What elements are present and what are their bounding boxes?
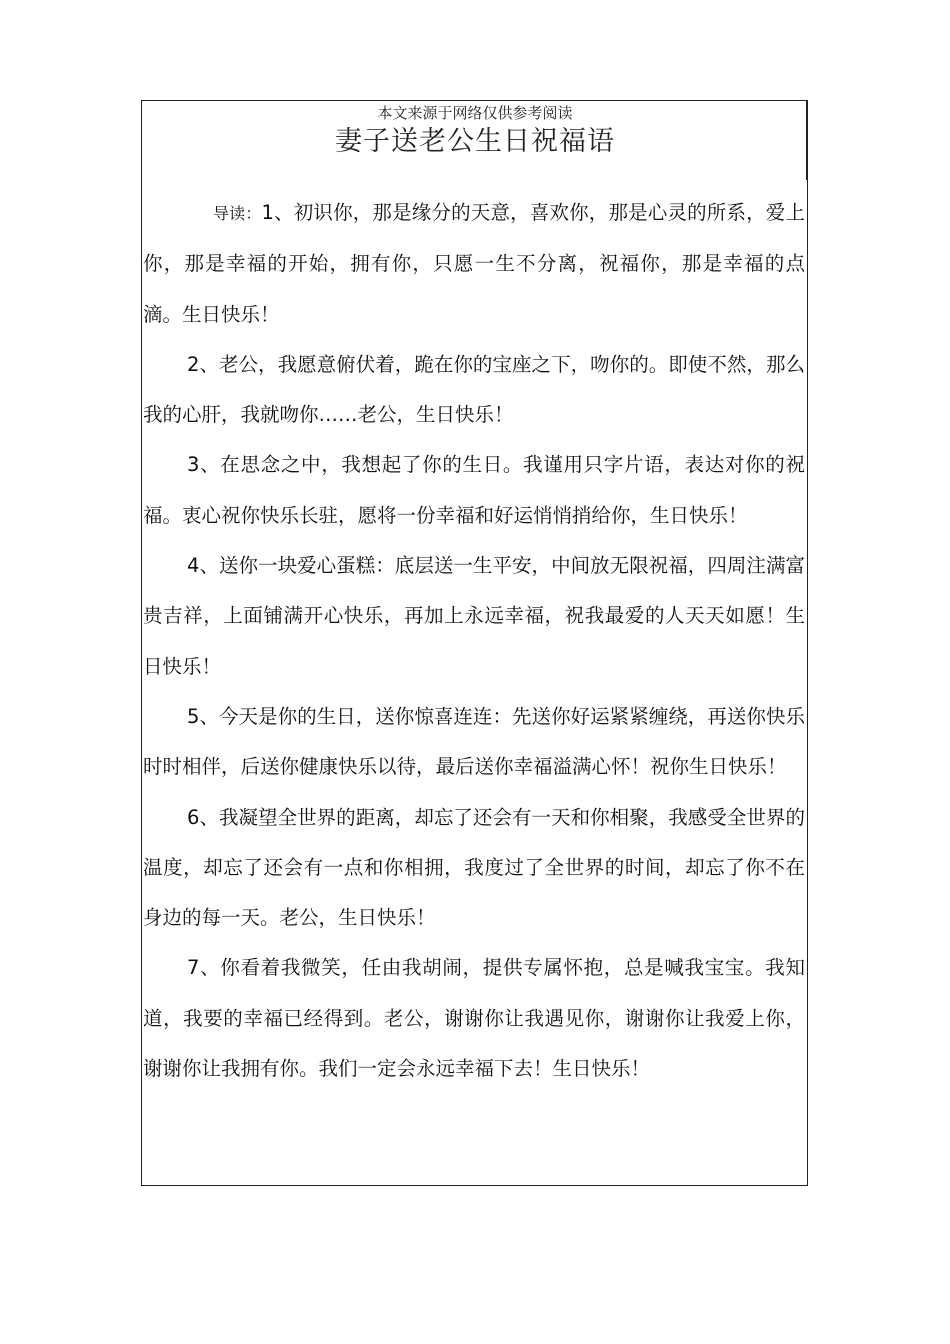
document-body — [143, 188, 805, 1094]
document-title: 妻子送老公生日祝福语 — [335, 126, 615, 157]
intro-paragraph — [143, 188, 805, 340]
wish-paragraph-6: 6、我凝望全世界的距离，却忘了还会有一天和你相聚，我感受全世界的温度，却忘了还会有一点和你相拥，我度过了全世界的时间，却忘了你不在身边的每一天。老公，生日快乐！ — [143, 805, 805, 930]
intro-lead: 导读： — [213, 204, 262, 223]
wish-paragraph-7: 7、你看着我微笑，任由我胡闹，提供专属怀抱，总是喊我宝宝。我知道，我要的幸福已经得到。老公，谢谢你让我遇见你，谢谢你让我爱上你，谢谢你让我拥有你。我们一定会永远幸福下去！生日快乐！ — [143, 956, 805, 1081]
wish-paragraph-3: 3、在思念之中，我想起了你的生日。我谨用只字片语，表达对你的祝福。衷心祝你快乐长驻，愿将一份幸福和好运悄悄捎给你，生日快乐！ — [143, 453, 805, 527]
source-note: 本文来源于网络仅供参考阅读 — [377, 104, 573, 122]
wish-paragraph-2: 2、老公，我愿意俯伏着，跪在你的宝座之下，吻你的。即使不然，那么我的心肝，我就吻你……老公，生日快乐！ — [143, 352, 805, 427]
wish-paragraph-4: 4、送你一块爱心蛋糕：底层送一生平安，中间放无限祝福，四周注满富贵吉祥，上面铺满开心快乐，再加上永远幸福，祝我最爱的人天天如愿！生日快乐！ — [143, 554, 805, 678]
wish-paragraph-5: 5、今天是你的生日，送你惊喜连连：先送你好运紧紧缠绕，再送你快乐时时相伴，后送你健康快乐以待，最后送你幸福溢满心怀！祝你生日快乐！ — [143, 704, 805, 779]
intro-text: 1、初识你，那是缘分的天意，喜欢你，那是心灵的所系，爱上你，那是幸福的开始，拥有你，只愿一生不分离，祝福你，那是幸福的点滴。生日快乐！ — [143, 201, 805, 326]
